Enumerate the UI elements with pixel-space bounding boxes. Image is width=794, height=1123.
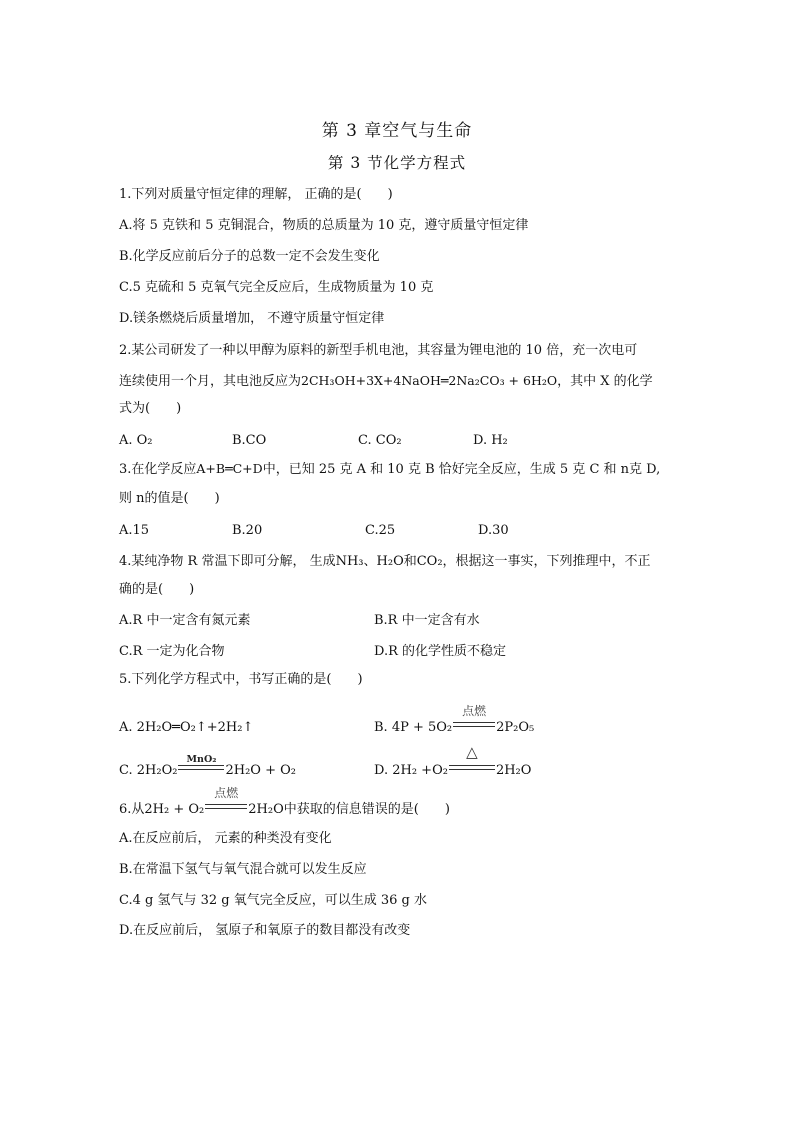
equals-bar — [453, 722, 495, 727]
q3-reaction-equation: A+B═C+D — [196, 461, 263, 476]
q1-option-b: B.化学反应前后分子的总数一定不会发生变化 — [119, 249, 380, 264]
q6-option-c: C.4 g 氢气与 32 g 氧气完全反应，可以生成 36 g 水 — [119, 893, 427, 908]
q3-line1 — [119, 460, 660, 479]
q1-option-a: A.将 5 克铁和 5 克铜混合，物质的总质量为 10 克，遵守质量守恒定律 — [119, 218, 529, 233]
q6-stem-pre: 6.从 — [119, 802, 145, 817]
catalyst-label: MnO₂ — [186, 754, 217, 765]
q2-option-b: B.CO — [232, 433, 267, 448]
q4-option-b: B.R 中一定含有水 — [374, 613, 480, 628]
q5-option-b-products: 2P₂O₅ — [496, 720, 535, 735]
q4-line2: 确的是( ) — [119, 582, 195, 597]
q4-products: NH₃、H₂O和CO₂ — [335, 554, 443, 569]
q4-line1-post: ，根据这一事实，下列推理中，不正 — [442, 554, 651, 569]
q5-stem: 5.下列化学方程式中，书写正确的是( ) — [119, 672, 363, 687]
q5-option-c-label: C. — [119, 763, 133, 778]
q5-option-d — [374, 743, 532, 780]
q5-option-c-reactants: 2H₂O₂ — [136, 763, 178, 778]
q3-line1-pre: 3.在化学反应 — [119, 462, 197, 477]
q4-option-d: D.R 的化学性质不稳定 — [374, 644, 507, 659]
q3-line2: 则 n的值是( ) — [119, 491, 220, 506]
q6-products: 2H₂O — [248, 802, 284, 817]
q4-line1 — [119, 553, 651, 571]
q2-battery-equation: 2CH₃OH+3X+4NaOH═2Na₂CO₃ + 6H₂O — [301, 373, 558, 388]
q5-option-b-condition — [453, 704, 495, 737]
q5-option-a-label: A. — [119, 720, 133, 735]
q1-option-d: D.镁条燃烧后质量增加， 不遵守质量守恒定律 — [119, 311, 385, 326]
q2-line3: 式为( ) — [119, 401, 182, 416]
q2-line2-post: ，其中 X 的化学 — [557, 374, 653, 389]
q5-option-d-products: 2H₂O — [495, 763, 532, 778]
q2-option-a: A. O₂ — [119, 433, 153, 448]
q2-line2 — [119, 372, 653, 391]
q5-option-b — [374, 704, 535, 737]
q2-line2-pre: 连续使用一个月，其电池反应为 — [119, 374, 302, 389]
ignite-condition-label: 点燃 — [214, 786, 239, 800]
q5-option-a — [119, 719, 253, 737]
q5-option-d-label: D. — [374, 763, 389, 778]
q4-option-c: C.R 一定为化合物 — [119, 644, 225, 659]
q5-option-c — [119, 754, 296, 780]
equals-bar — [205, 804, 247, 809]
q2-option-d: D. H₂ — [473, 433, 508, 448]
q6-reactants: 2H₂ + O₂ — [144, 802, 205, 817]
q5-option-b-label: B. — [374, 720, 388, 735]
chapter-title: 第 3 章空气与生命 — [321, 121, 473, 141]
section-title: 第 3 节化学方程式 — [327, 154, 467, 172]
q3-option-a: A.15 — [119, 523, 150, 538]
heat-triangle-icon: △ — [466, 743, 478, 761]
q3-line1-post: 中，已知 25 克 A 和 10 克 B 恰好完全反应，生成 5 克 C 和 n克 D, — [262, 462, 661, 477]
q5-option-a-equation: 2H₂O═O₂↑+2H₂↑ — [136, 720, 254, 735]
q6-option-d: D.在反应前后， 氢原子和氧原子的数目都没有改变 — [119, 923, 411, 938]
q2-line1: 2.某公司研发了一种以甲醇为原料的新型手机电池，其容量为锂电池的 10 倍，充一次电可 — [119, 343, 638, 358]
q5-option-c-condition — [178, 754, 224, 780]
q6-condition — [205, 786, 247, 819]
q5-option-d-reactants: 2H₂ +O₂ — [392, 763, 448, 778]
q4-option-a: A.R 中一定含有氮元素 — [119, 613, 251, 628]
q4-line1-pre: 4.某纯净物 R 常温下即可分解， 生成 — [119, 554, 336, 569]
q5-option-d-condition — [449, 743, 495, 780]
q6-option-a: A.在反应前后， 元素的种类没有变化 — [119, 831, 332, 846]
q6-option-b: B.在常温下氢气与氧气混合就可以发生反应 — [119, 862, 367, 877]
q6-stem-post: 中获取的信息错误的是( ) — [283, 802, 450, 817]
q1-option-c: C.5 克硫和 5 克氧气完全反应后，生成物质量为 10 克 — [119, 280, 434, 295]
q5-option-c-products: 2H₂O + O₂ — [225, 763, 296, 778]
q6-stem — [119, 786, 450, 819]
q2-option-c: C. CO₂ — [358, 433, 402, 448]
q3-option-d: D.30 — [478, 523, 509, 538]
ignite-condition-label: 点燃 — [462, 704, 487, 718]
q3-option-b: B.20 — [232, 523, 263, 538]
q3-option-c: C.25 — [365, 523, 396, 538]
q5-option-b-reactants: 4P + 5O₂ — [391, 720, 453, 735]
equals-bar — [449, 765, 495, 770]
q1-stem: 1.下列对质量守恒定律的理解， 正确的是( ) — [119, 187, 393, 202]
